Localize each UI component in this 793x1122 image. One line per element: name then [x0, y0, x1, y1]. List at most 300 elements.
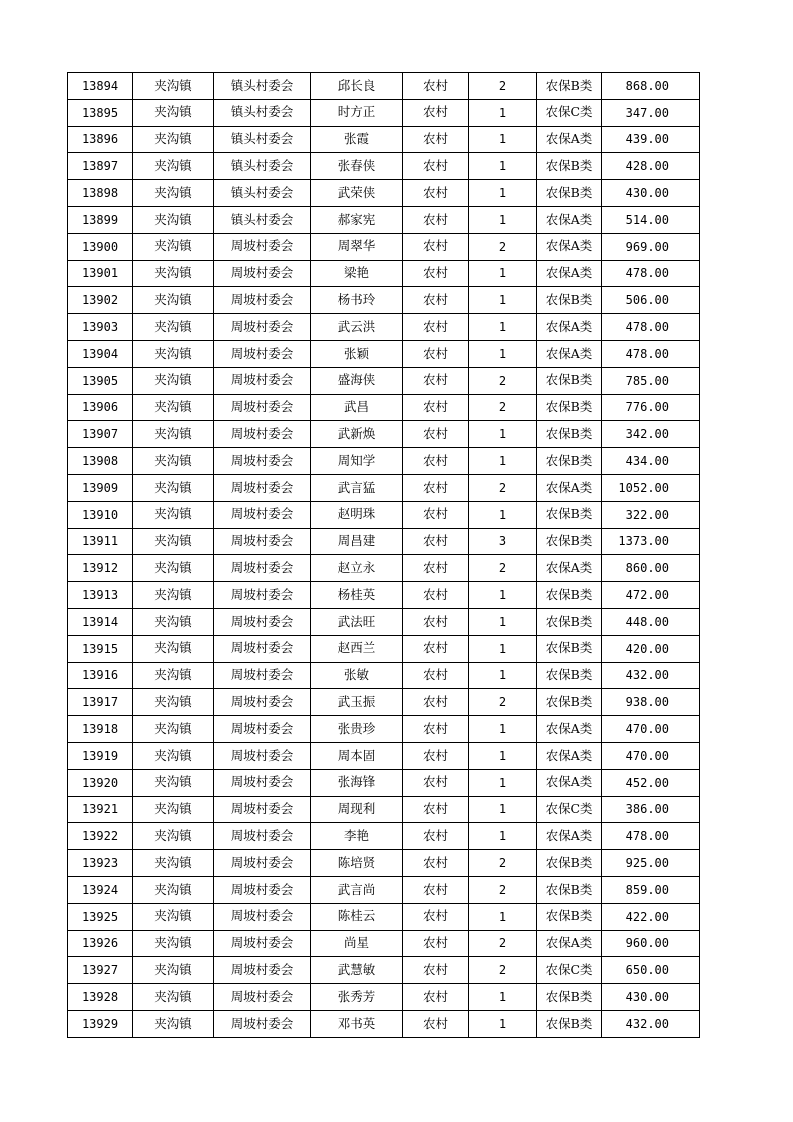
- category-cell: 农保B类: [537, 448, 602, 475]
- name-cell: 赵西兰: [311, 635, 403, 662]
- area-type-cell: 农村: [403, 340, 469, 367]
- area-type-cell: 农村: [403, 689, 469, 716]
- amount-cell: 925.00: [602, 850, 700, 877]
- category-cell: 农保C类: [537, 957, 602, 984]
- area-type-cell: 农村: [403, 153, 469, 180]
- town-cell: 夹沟镇: [133, 260, 214, 287]
- serial-number-cell: 13927: [68, 957, 133, 984]
- name-cell: 盛海侠: [311, 367, 403, 394]
- name-cell: 周知学: [311, 448, 403, 475]
- amount-cell: 478.00: [602, 823, 700, 850]
- category-cell: 农保B类: [537, 528, 602, 555]
- area-type-cell: 农村: [403, 501, 469, 528]
- village-committee-cell: 镇头村委会: [214, 180, 311, 207]
- village-committee-cell: 周坡村委会: [214, 689, 311, 716]
- category-cell: 农保B类: [537, 582, 602, 609]
- household-size-cell: 2: [469, 555, 537, 582]
- name-cell: 武言猛: [311, 474, 403, 501]
- table-row: [68, 876, 700, 903]
- name-cell: 杨书玲: [311, 287, 403, 314]
- table-row: [68, 153, 700, 180]
- serial-number-cell: 13916: [68, 662, 133, 689]
- amount-cell: 430.00: [602, 180, 700, 207]
- table-row: [68, 689, 700, 716]
- category-cell: 农保A类: [537, 260, 602, 287]
- area-type-cell: 农村: [403, 260, 469, 287]
- table-row: [68, 448, 700, 475]
- area-type-cell: 农村: [403, 287, 469, 314]
- amount-cell: 785.00: [602, 367, 700, 394]
- category-cell: 农保B类: [537, 876, 602, 903]
- area-type-cell: 农村: [403, 876, 469, 903]
- area-type-cell: 农村: [403, 99, 469, 126]
- town-cell: 夹沟镇: [133, 448, 214, 475]
- serial-number-cell: 13928: [68, 984, 133, 1011]
- amount-cell: 432.00: [602, 662, 700, 689]
- serial-number-cell: 13926: [68, 930, 133, 957]
- table-body: [68, 73, 700, 1038]
- household-size-cell: 1: [469, 662, 537, 689]
- name-cell: 张春侠: [311, 153, 403, 180]
- area-type-cell: 农村: [403, 421, 469, 448]
- name-cell: 赵立永: [311, 555, 403, 582]
- town-cell: 夹沟镇: [133, 180, 214, 207]
- table-row: [68, 716, 700, 743]
- village-committee-cell: 周坡村委会: [214, 233, 311, 260]
- village-committee-cell: 周坡村委会: [214, 582, 311, 609]
- village-committee-cell: 周坡村委会: [214, 314, 311, 341]
- village-committee-cell: 周坡村委会: [214, 1010, 311, 1037]
- category-cell: 农保B类: [537, 689, 602, 716]
- town-cell: 夹沟镇: [133, 957, 214, 984]
- category-cell: 农保A类: [537, 930, 602, 957]
- table-row: [68, 421, 700, 448]
- name-cell: 武新焕: [311, 421, 403, 448]
- amount-cell: 452.00: [602, 769, 700, 796]
- household-size-cell: 1: [469, 153, 537, 180]
- table-row: [68, 314, 700, 341]
- household-size-cell: 1: [469, 340, 537, 367]
- name-cell: 张敏: [311, 662, 403, 689]
- name-cell: 武云洪: [311, 314, 403, 341]
- serial-number-cell: 13911: [68, 528, 133, 555]
- town-cell: 夹沟镇: [133, 501, 214, 528]
- village-committee-cell: 周坡村委会: [214, 635, 311, 662]
- area-type-cell: 农村: [403, 474, 469, 501]
- area-type-cell: 农村: [403, 126, 469, 153]
- household-size-cell: 1: [469, 99, 537, 126]
- town-cell: 夹沟镇: [133, 73, 214, 100]
- table-row: [68, 501, 700, 528]
- household-size-cell: 2: [469, 930, 537, 957]
- table-row: [68, 260, 700, 287]
- category-cell: 农保B类: [537, 73, 602, 100]
- village-committee-cell: 周坡村委会: [214, 421, 311, 448]
- table-row: [68, 73, 700, 100]
- relief-roster-table: [67, 72, 700, 1038]
- household-size-cell: 1: [469, 501, 537, 528]
- table-row: [68, 126, 700, 153]
- category-cell: 农保B类: [537, 635, 602, 662]
- amount-cell: 478.00: [602, 340, 700, 367]
- household-size-cell: 2: [469, 474, 537, 501]
- amount-cell: 448.00: [602, 608, 700, 635]
- village-committee-cell: 镇头村委会: [214, 206, 311, 233]
- household-size-cell: 3: [469, 528, 537, 555]
- town-cell: 夹沟镇: [133, 394, 214, 421]
- town-cell: 夹沟镇: [133, 984, 214, 1011]
- table-row: [68, 367, 700, 394]
- village-committee-cell: 周坡村委会: [214, 340, 311, 367]
- table-row: [68, 206, 700, 233]
- household-size-cell: 1: [469, 903, 537, 930]
- name-cell: 武法旺: [311, 608, 403, 635]
- name-cell: 梁艳: [311, 260, 403, 287]
- table-row: [68, 555, 700, 582]
- category-cell: 农保A类: [537, 126, 602, 153]
- household-size-cell: 1: [469, 180, 537, 207]
- amount-cell: 342.00: [602, 421, 700, 448]
- table-row: [68, 984, 700, 1011]
- table-row: [68, 99, 700, 126]
- name-cell: 周翠华: [311, 233, 403, 260]
- village-committee-cell: 镇头村委会: [214, 153, 311, 180]
- category-cell: 农保B类: [537, 153, 602, 180]
- town-cell: 夹沟镇: [133, 367, 214, 394]
- town-cell: 夹沟镇: [133, 850, 214, 877]
- name-cell: 张海锋: [311, 769, 403, 796]
- amount-cell: 386.00: [602, 796, 700, 823]
- household-size-cell: 1: [469, 1010, 537, 1037]
- table-row: [68, 180, 700, 207]
- serial-number-cell: 13913: [68, 582, 133, 609]
- category-cell: 农保B类: [537, 394, 602, 421]
- table-row: [68, 850, 700, 877]
- name-cell: 周现利: [311, 796, 403, 823]
- serial-number-cell: 13925: [68, 903, 133, 930]
- town-cell: 夹沟镇: [133, 1010, 214, 1037]
- area-type-cell: 农村: [403, 957, 469, 984]
- town-cell: 夹沟镇: [133, 421, 214, 448]
- serial-number-cell: 13894: [68, 73, 133, 100]
- household-size-cell: 1: [469, 582, 537, 609]
- household-size-cell: 1: [469, 769, 537, 796]
- amount-cell: 860.00: [602, 555, 700, 582]
- area-type-cell: 农村: [403, 984, 469, 1011]
- household-size-cell: 1: [469, 314, 537, 341]
- amount-cell: 470.00: [602, 716, 700, 743]
- serial-number-cell: 13920: [68, 769, 133, 796]
- village-committee-cell: 周坡村委会: [214, 555, 311, 582]
- serial-number-cell: 13908: [68, 448, 133, 475]
- village-committee-cell: 周坡村委会: [214, 287, 311, 314]
- village-committee-cell: 周坡村委会: [214, 876, 311, 903]
- table-row: [68, 528, 700, 555]
- name-cell: 张颖: [311, 340, 403, 367]
- village-committee-cell: 周坡村委会: [214, 528, 311, 555]
- household-size-cell: 2: [469, 367, 537, 394]
- serial-number-cell: 13921: [68, 796, 133, 823]
- area-type-cell: 农村: [403, 1010, 469, 1037]
- category-cell: 农保A类: [537, 474, 602, 501]
- village-committee-cell: 周坡村委会: [214, 474, 311, 501]
- area-type-cell: 农村: [403, 769, 469, 796]
- name-cell: 尚星: [311, 930, 403, 957]
- category-cell: 农保A类: [537, 233, 602, 260]
- amount-cell: 432.00: [602, 1010, 700, 1037]
- town-cell: 夹沟镇: [133, 314, 214, 341]
- category-cell: 农保A类: [537, 742, 602, 769]
- serial-number-cell: 13918: [68, 716, 133, 743]
- town-cell: 夹沟镇: [133, 528, 214, 555]
- category-cell: 农保A类: [537, 314, 602, 341]
- table-row: [68, 394, 700, 421]
- category-cell: 农保A类: [537, 206, 602, 233]
- name-cell: 李艳: [311, 823, 403, 850]
- amount-cell: 938.00: [602, 689, 700, 716]
- serial-number-cell: 13914: [68, 608, 133, 635]
- area-type-cell: 农村: [403, 180, 469, 207]
- serial-number-cell: 13897: [68, 153, 133, 180]
- table-row: [68, 340, 700, 367]
- town-cell: 夹沟镇: [133, 206, 214, 233]
- category-cell: 农保B类: [537, 984, 602, 1011]
- table-row: [68, 796, 700, 823]
- name-cell: 杨桂英: [311, 582, 403, 609]
- table-row: [68, 608, 700, 635]
- table-row: [68, 957, 700, 984]
- village-committee-cell: 镇头村委会: [214, 73, 311, 100]
- household-size-cell: 1: [469, 984, 537, 1011]
- town-cell: 夹沟镇: [133, 340, 214, 367]
- town-cell: 夹沟镇: [133, 823, 214, 850]
- town-cell: 夹沟镇: [133, 635, 214, 662]
- household-size-cell: 1: [469, 260, 537, 287]
- table-row: [68, 930, 700, 957]
- amount-cell: 478.00: [602, 260, 700, 287]
- town-cell: 夹沟镇: [133, 769, 214, 796]
- village-committee-cell: 周坡村委会: [214, 903, 311, 930]
- village-committee-cell: 镇头村委会: [214, 99, 311, 126]
- amount-cell: 428.00: [602, 153, 700, 180]
- table-row: [68, 287, 700, 314]
- serial-number-cell: 13901: [68, 260, 133, 287]
- category-cell: 农保B类: [537, 850, 602, 877]
- area-type-cell: 农村: [403, 796, 469, 823]
- serial-number-cell: 13907: [68, 421, 133, 448]
- category-cell: 农保A类: [537, 823, 602, 850]
- name-cell: 时方正: [311, 99, 403, 126]
- village-committee-cell: 周坡村委会: [214, 367, 311, 394]
- area-type-cell: 农村: [403, 635, 469, 662]
- serial-number-cell: 13922: [68, 823, 133, 850]
- table-row: [68, 474, 700, 501]
- serial-number-cell: 13902: [68, 287, 133, 314]
- serial-number-cell: 13924: [68, 876, 133, 903]
- village-committee-cell: 周坡村委会: [214, 742, 311, 769]
- town-cell: 夹沟镇: [133, 796, 214, 823]
- village-committee-cell: 周坡村委会: [214, 957, 311, 984]
- table-row: [68, 823, 700, 850]
- household-size-cell: 2: [469, 876, 537, 903]
- amount-cell: 347.00: [602, 99, 700, 126]
- category-cell: 农保B类: [537, 421, 602, 448]
- amount-cell: 650.00: [602, 957, 700, 984]
- amount-cell: 434.00: [602, 448, 700, 475]
- village-committee-cell: 周坡村委会: [214, 448, 311, 475]
- name-cell: 张霞: [311, 126, 403, 153]
- category-cell: 农保B类: [537, 903, 602, 930]
- town-cell: 夹沟镇: [133, 876, 214, 903]
- name-cell: 张贵珍: [311, 716, 403, 743]
- household-size-cell: 1: [469, 716, 537, 743]
- area-type-cell: 农村: [403, 903, 469, 930]
- amount-cell: 506.00: [602, 287, 700, 314]
- town-cell: 夹沟镇: [133, 474, 214, 501]
- serial-number-cell: 13898: [68, 180, 133, 207]
- amount-cell: 472.00: [602, 582, 700, 609]
- area-type-cell: 农村: [403, 823, 469, 850]
- household-size-cell: 2: [469, 850, 537, 877]
- area-type-cell: 农村: [403, 233, 469, 260]
- area-type-cell: 农村: [403, 314, 469, 341]
- serial-number-cell: 13903: [68, 314, 133, 341]
- household-size-cell: 1: [469, 608, 537, 635]
- table-row: [68, 582, 700, 609]
- area-type-cell: 农村: [403, 73, 469, 100]
- serial-number-cell: 13906: [68, 394, 133, 421]
- name-cell: 武玉振: [311, 689, 403, 716]
- category-cell: 农保B类: [537, 1010, 602, 1037]
- category-cell: 农保C类: [537, 99, 602, 126]
- town-cell: 夹沟镇: [133, 716, 214, 743]
- village-committee-cell: 周坡村委会: [214, 608, 311, 635]
- village-committee-cell: 周坡村委会: [214, 769, 311, 796]
- area-type-cell: 农村: [403, 850, 469, 877]
- town-cell: 夹沟镇: [133, 903, 214, 930]
- table-row: [68, 662, 700, 689]
- town-cell: 夹沟镇: [133, 99, 214, 126]
- category-cell: 农保A类: [537, 716, 602, 743]
- village-committee-cell: 周坡村委会: [214, 394, 311, 421]
- town-cell: 夹沟镇: [133, 126, 214, 153]
- amount-cell: 776.00: [602, 394, 700, 421]
- household-size-cell: 1: [469, 823, 537, 850]
- village-committee-cell: 镇头村委会: [214, 126, 311, 153]
- area-type-cell: 农村: [403, 716, 469, 743]
- name-cell: 周昌建: [311, 528, 403, 555]
- town-cell: 夹沟镇: [133, 689, 214, 716]
- amount-cell: 960.00: [602, 930, 700, 957]
- category-cell: 农保A类: [537, 769, 602, 796]
- area-type-cell: 农村: [403, 206, 469, 233]
- serial-number-cell: 13896: [68, 126, 133, 153]
- area-type-cell: 农村: [403, 394, 469, 421]
- household-size-cell: 1: [469, 421, 537, 448]
- village-committee-cell: 周坡村委会: [214, 662, 311, 689]
- household-size-cell: 2: [469, 394, 537, 421]
- amount-cell: 1052.00: [602, 474, 700, 501]
- town-cell: 夹沟镇: [133, 930, 214, 957]
- household-size-cell: 1: [469, 796, 537, 823]
- serial-number-cell: 13929: [68, 1010, 133, 1037]
- table-row: [68, 769, 700, 796]
- name-cell: 武言尚: [311, 876, 403, 903]
- area-type-cell: 农村: [403, 930, 469, 957]
- household-size-cell: 1: [469, 126, 537, 153]
- amount-cell: 859.00: [602, 876, 700, 903]
- amount-cell: 514.00: [602, 206, 700, 233]
- category-cell: 农保B类: [537, 662, 602, 689]
- village-committee-cell: 周坡村委会: [214, 930, 311, 957]
- serial-number-cell: 13919: [68, 742, 133, 769]
- category-cell: 农保B类: [537, 501, 602, 528]
- amount-cell: 422.00: [602, 903, 700, 930]
- household-size-cell: 1: [469, 206, 537, 233]
- amount-cell: 439.00: [602, 126, 700, 153]
- serial-number-cell: 13915: [68, 635, 133, 662]
- name-cell: 武慧敏: [311, 957, 403, 984]
- category-cell: 农保A类: [537, 555, 602, 582]
- table-row: [68, 742, 700, 769]
- serial-number-cell: 13917: [68, 689, 133, 716]
- household-size-cell: 1: [469, 448, 537, 475]
- area-type-cell: 农村: [403, 582, 469, 609]
- name-cell: 周本固: [311, 742, 403, 769]
- serial-number-cell: 13909: [68, 474, 133, 501]
- amount-cell: 322.00: [602, 501, 700, 528]
- town-cell: 夹沟镇: [133, 153, 214, 180]
- area-type-cell: 农村: [403, 662, 469, 689]
- village-committee-cell: 周坡村委会: [214, 984, 311, 1011]
- name-cell: 陈培贤: [311, 850, 403, 877]
- household-size-cell: 2: [469, 233, 537, 260]
- serial-number-cell: 13905: [68, 367, 133, 394]
- amount-cell: 868.00: [602, 73, 700, 100]
- serial-number-cell: 13912: [68, 555, 133, 582]
- town-cell: 夹沟镇: [133, 742, 214, 769]
- category-cell: 农保B类: [537, 367, 602, 394]
- town-cell: 夹沟镇: [133, 608, 214, 635]
- town-cell: 夹沟镇: [133, 233, 214, 260]
- town-cell: 夹沟镇: [133, 287, 214, 314]
- serial-number-cell: 13910: [68, 501, 133, 528]
- household-size-cell: 1: [469, 742, 537, 769]
- village-committee-cell: 周坡村委会: [214, 796, 311, 823]
- area-type-cell: 农村: [403, 448, 469, 475]
- table-row: [68, 233, 700, 260]
- area-type-cell: 农村: [403, 367, 469, 394]
- household-size-cell: 2: [469, 957, 537, 984]
- area-type-cell: 农村: [403, 742, 469, 769]
- name-cell: 张秀芳: [311, 984, 403, 1011]
- village-committee-cell: 周坡村委会: [214, 501, 311, 528]
- amount-cell: 1373.00: [602, 528, 700, 555]
- area-type-cell: 农村: [403, 528, 469, 555]
- village-committee-cell: 周坡村委会: [214, 260, 311, 287]
- area-type-cell: 农村: [403, 608, 469, 635]
- table-row: [68, 635, 700, 662]
- table-row: [68, 903, 700, 930]
- name-cell: 武荣侠: [311, 180, 403, 207]
- name-cell: 邱长良: [311, 73, 403, 100]
- area-type-cell: 农村: [403, 555, 469, 582]
- village-committee-cell: 周坡村委会: [214, 823, 311, 850]
- household-size-cell: 1: [469, 635, 537, 662]
- table-row: [68, 1010, 700, 1037]
- name-cell: 郝家宪: [311, 206, 403, 233]
- amount-cell: 470.00: [602, 742, 700, 769]
